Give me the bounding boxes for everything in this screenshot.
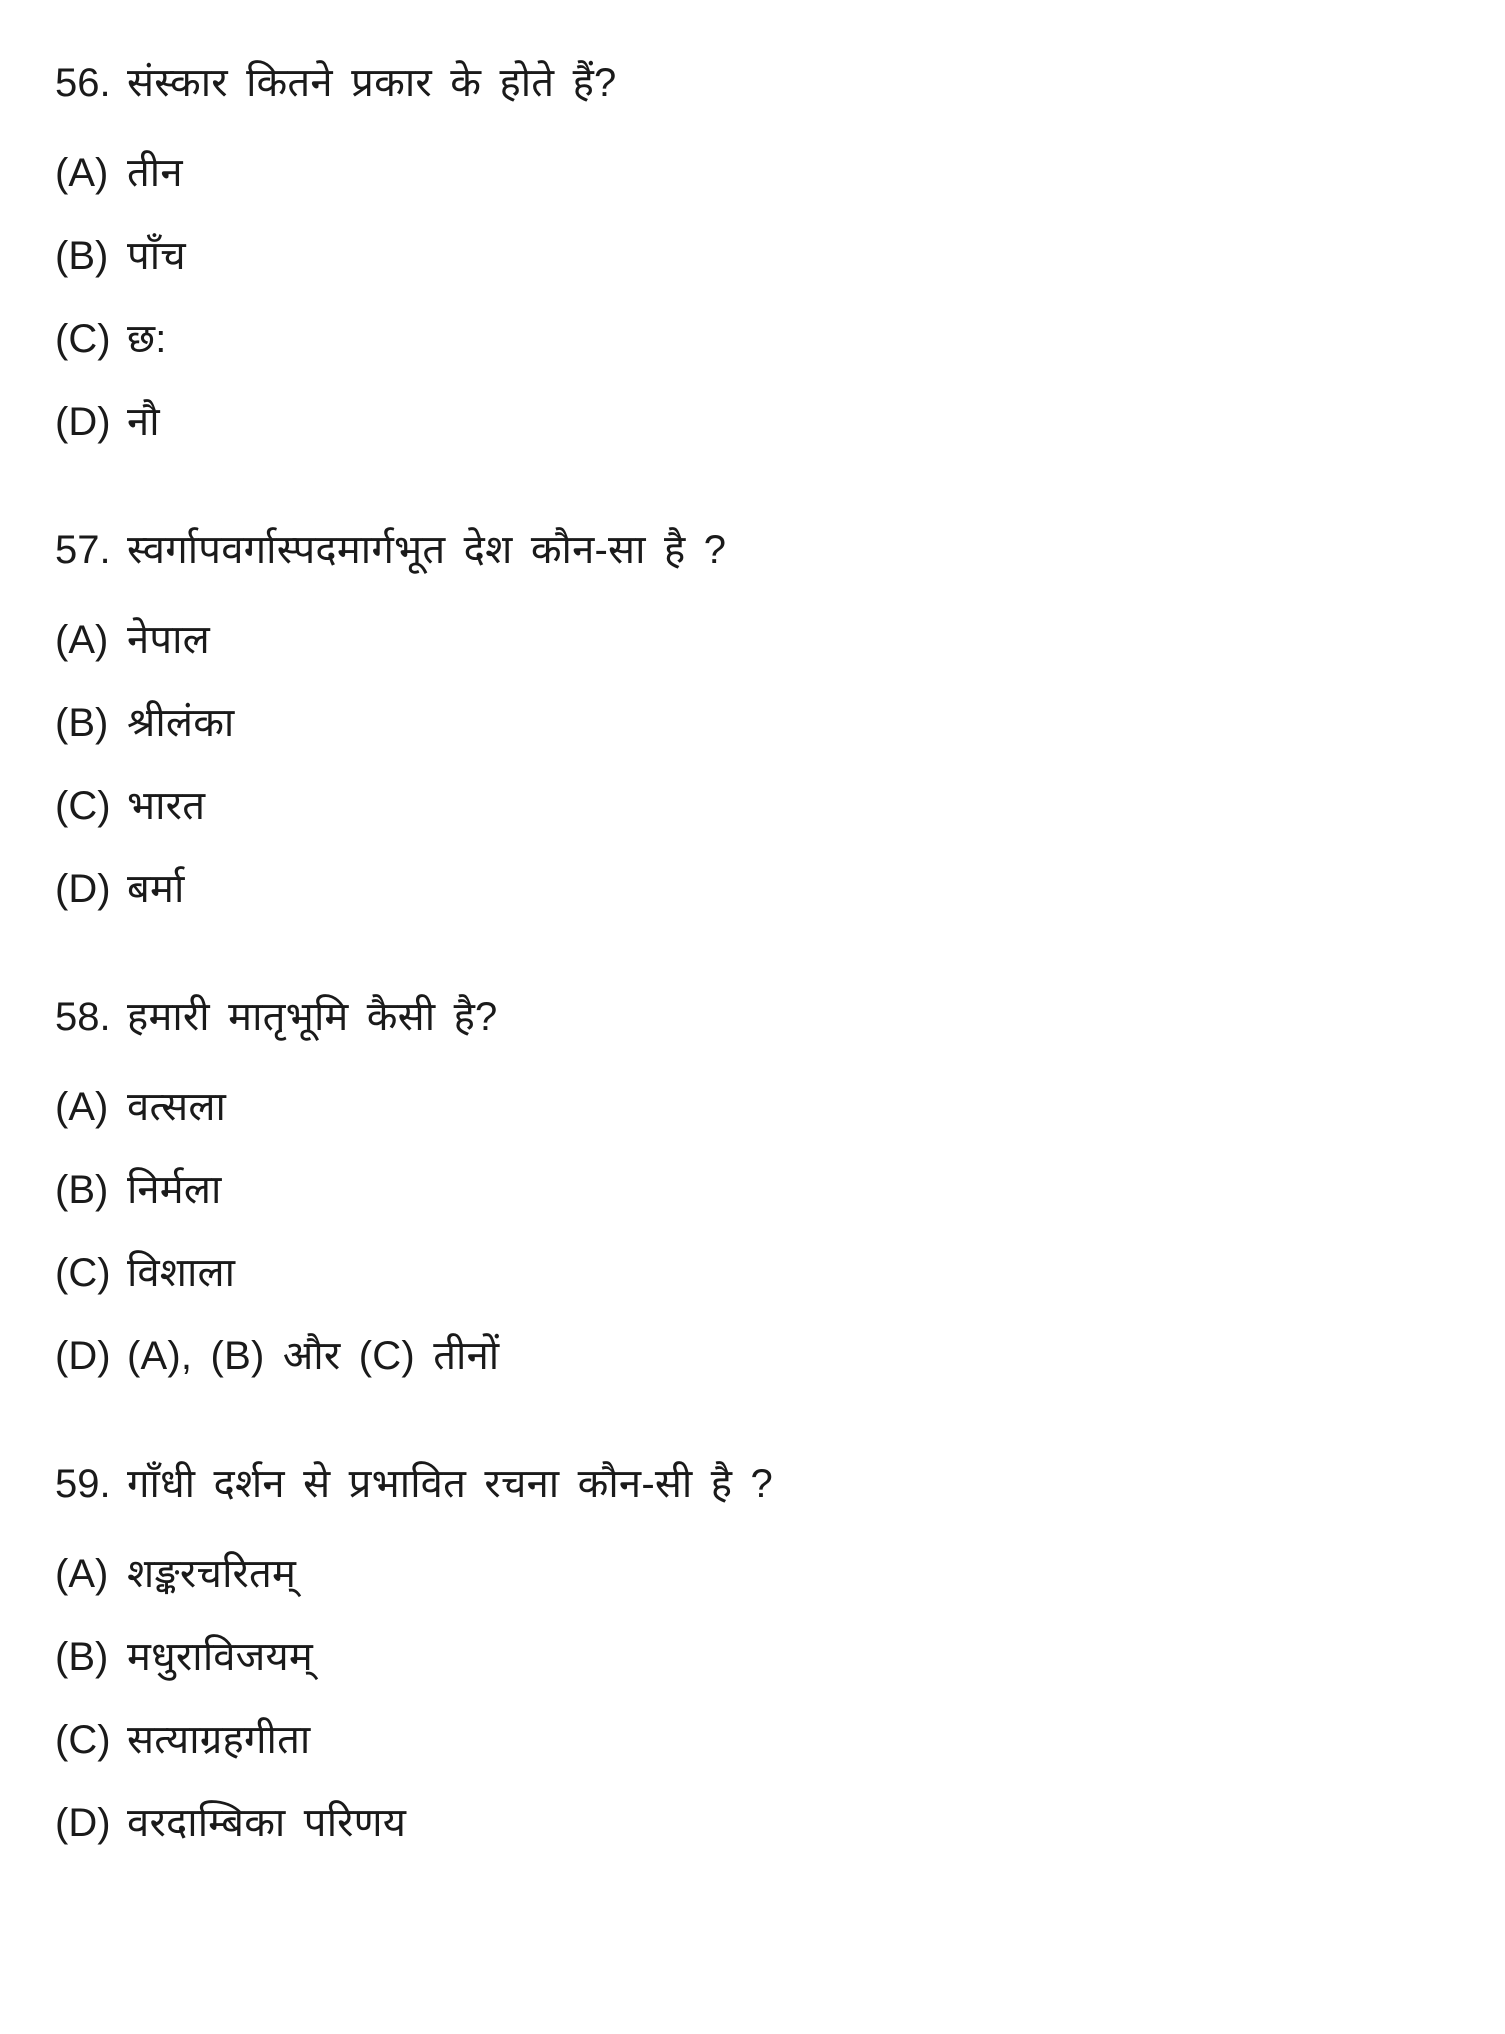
option-label: (D) [55, 1334, 111, 1378]
option-text: वत्सला [127, 1085, 226, 1129]
option-label: (B) [55, 234, 109, 278]
option-text: छ: [127, 317, 167, 361]
option-row [55, 864, 1465, 914]
options-list [55, 148, 1465, 447]
option-row [55, 1632, 1465, 1682]
option-text: नेपाल [127, 618, 210, 662]
option-row [55, 148, 1465, 198]
option-label: (C) [55, 1718, 111, 1762]
option-label: (A) [55, 618, 109, 662]
options-list [55, 615, 1465, 914]
option-label: (A) [55, 1085, 109, 1129]
option-text: श्रीलंका [127, 701, 235, 745]
questions-list [55, 58, 1465, 1848]
option-label: (C) [55, 1251, 111, 1295]
option-label: (D) [55, 1801, 111, 1845]
option-text: निर्मला [127, 1168, 222, 1212]
option-row [55, 397, 1465, 447]
question-number: 57. [55, 528, 111, 572]
option-row [55, 698, 1465, 748]
option-text: बर्मा [127, 867, 185, 911]
question-number: 59. [55, 1462, 111, 1506]
option-text: तीन [127, 151, 183, 195]
option-text: नौ [127, 400, 160, 444]
question-block [55, 992, 1465, 1381]
option-text: सत्याग्रहगीता [127, 1718, 311, 1762]
option-row [55, 781, 1465, 831]
question-number: 58. [55, 995, 111, 1039]
question-line [55, 992, 1465, 1042]
question-text: गाँधी दर्शन से प्रभावित रचना कौन-सी है ? [127, 1462, 773, 1506]
option-row [55, 1165, 1465, 1215]
option-text: शङ्करचरितम् [127, 1552, 297, 1596]
option-row [55, 1798, 1465, 1848]
option-label: (D) [55, 400, 111, 444]
option-label: (C) [55, 317, 111, 361]
option-text: पाँच [127, 234, 186, 278]
option-row [55, 1331, 1465, 1381]
question-line [55, 1459, 1465, 1509]
option-row [55, 1082, 1465, 1132]
question-text: हमारी मातृभूमि कैसी है? [127, 995, 498, 1039]
option-label: (B) [55, 1635, 109, 1679]
option-text: मधुराविजयम् [127, 1635, 314, 1679]
option-text: विशाला [127, 1251, 236, 1295]
option-row [55, 231, 1465, 281]
question-text: संस्कार कितने प्रकार के होते हैं? [127, 61, 617, 105]
option-label: (C) [55, 784, 111, 828]
question-block [55, 1459, 1465, 1848]
option-row [55, 314, 1465, 364]
question-block [55, 525, 1465, 914]
option-row [55, 1248, 1465, 1298]
question-line [55, 58, 1465, 108]
option-text: वरदाम्बिका परिणय [127, 1801, 407, 1845]
option-text: भारत [127, 784, 206, 828]
question-block [55, 58, 1465, 447]
option-label: (A) [55, 151, 109, 195]
question-number: 56. [55, 61, 111, 105]
options-list [55, 1549, 1465, 1848]
option-row [55, 1715, 1465, 1765]
option-label: (D) [55, 867, 111, 911]
option-row [55, 615, 1465, 665]
question-text: स्वर्गापवर्गास्पदमार्गभूत देश कौन-सा है ? [127, 528, 727, 572]
option-label: (B) [55, 1168, 109, 1212]
options-list [55, 1082, 1465, 1381]
option-label: (B) [55, 701, 109, 745]
option-text: (A), (B) और (C) तीनों [127, 1334, 500, 1378]
question-line [55, 525, 1465, 575]
option-label: (A) [55, 1552, 109, 1596]
option-row [55, 1549, 1465, 1599]
